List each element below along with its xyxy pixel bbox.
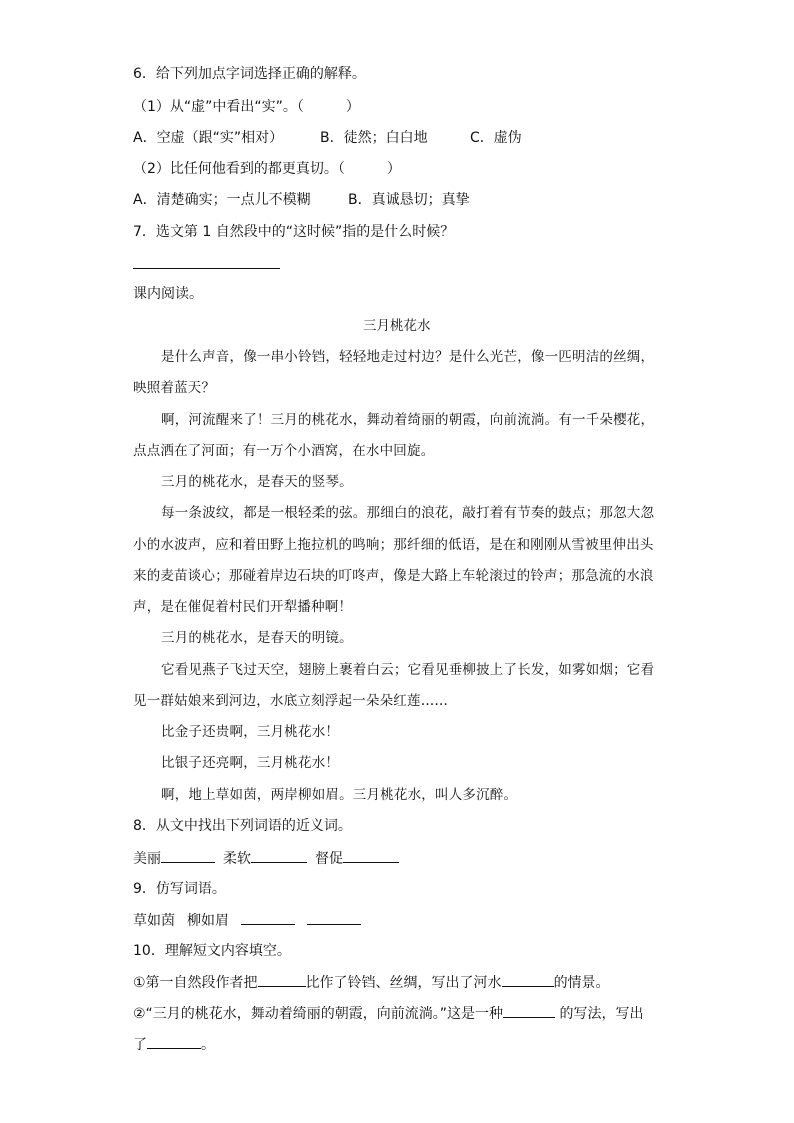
- q8-answers: [133, 848, 399, 869]
- q9-stem: 9．仿写词语。: [133, 881, 226, 897]
- q6-sub1-option-b: B．徒然；白白地: [320, 130, 428, 146]
- q6-sub2-option-b: B．真诚恳切；真挚: [348, 192, 470, 208]
- q10-item1-text: 的情景。: [553, 975, 610, 991]
- passage-line: 点点洒在了河面；有一万个小酒窝，在水中回旋。: [133, 443, 435, 459]
- q10-stem: 10．理解短文内容填空。: [133, 943, 291, 959]
- q10-item2-text: 了: [133, 1037, 147, 1053]
- q10-item2-blank-1[interactable]: [503, 1003, 555, 1018]
- passage-line: 小的水波声，应和着田野上拖拉机的鸣响；那纤细的低语，是在和刚刚从雪被里伸出头: [133, 537, 654, 553]
- q9-answers: [133, 910, 361, 931]
- q10-item-2-cont: [133, 1034, 215, 1055]
- q10-item2-blank-2[interactable]: [147, 1034, 201, 1049]
- q10-item-1: [133, 972, 610, 993]
- passage-line: 啊，河流醒来了！三月的桃花水，舞动着绮丽的朝霞，向前流淌。有一千朵樱花，: [161, 412, 655, 428]
- q6-sub2-option-a: A．清楚确实；一点儿不模糊: [133, 192, 311, 208]
- q9-blank-1[interactable]: [241, 910, 295, 925]
- q10-item2-text: 。: [201, 1037, 215, 1053]
- passage-line: 三月的桃花水，是春天的竖琴。: [161, 474, 353, 490]
- q10-item2-text: 的写法，写出: [555, 1006, 644, 1022]
- q9-word: 柳如眉: [187, 913, 229, 929]
- q10-item1-text: ①第一自然段作者把: [133, 975, 258, 991]
- passage-line: 它看见燕子飞过天空，翅膀上裹着白云；它看见垂柳披上了长发，如雾如烟；它看: [161, 662, 655, 678]
- passage-line: 见一群姑娘来到河边，水底立刻浮起一朵朵红莲……: [133, 693, 449, 709]
- q8-blank-1[interactable]: [161, 848, 215, 863]
- passage-line: 比银子还亮啊，三月桃花水！: [161, 755, 340, 771]
- q8-blank-3[interactable]: [343, 848, 399, 863]
- q6-sub1-option-c: C．虚伪: [470, 130, 522, 146]
- q8-blank-2[interactable]: [251, 848, 307, 863]
- passage-line: 声，是在催促着村民们开犁播种啊！: [133, 599, 353, 615]
- q6-sub1-option-a: A．空虚（跟“实”相对）: [133, 130, 284, 146]
- q10-item1-blank-2[interactable]: [502, 972, 554, 987]
- q8-word: 美丽: [133, 851, 161, 867]
- q6-sub1: （1）从“虚”中看出“实”。（ ）: [133, 99, 360, 115]
- q7-answer-line[interactable]: [133, 268, 280, 269]
- q9-word: 草如茵: [133, 913, 175, 929]
- q10-item1-blank-1[interactable]: [258, 972, 306, 987]
- passage-line: 映照着蓝天？: [133, 380, 216, 396]
- passage-line: 来的麦苗谈心；那碰着岸边石块的叮咚声，像是大路上车轮滚过的铃声；那急流的水浪: [133, 568, 654, 584]
- section-label: 课内阅读。: [133, 286, 203, 302]
- q8-word: 柔软: [223, 851, 251, 867]
- passage-title: 三月桃花水: [363, 318, 431, 334]
- q10-item1-text: 比作了铃铛、丝绸，写出了河水: [305, 975, 502, 991]
- q6-sub2: （2）比任何他看到的都更真切。（ ）: [133, 161, 401, 177]
- passage-line: 是什么声音，像一串小铃铛，轻轻地走过村边？是什么光芒，像一匹明洁的丝绸，: [161, 349, 655, 365]
- q7-stem: 7．选文第 1 自然段中的“这时候”指的是什么时候？: [133, 224, 455, 240]
- q8-stem: 8．从文中找出下列词语的近义词。: [133, 818, 352, 834]
- q9-blank-2[interactable]: [307, 910, 361, 925]
- passage-line: 三月的桃花水，是春天的明镜。: [161, 630, 353, 646]
- q8-word: 督促: [315, 851, 343, 867]
- q10-item2-text: ②“三月的桃花水，舞动着绮丽的朝霞，向前流淌。”这是一种: [133, 1006, 504, 1022]
- passage-line: 啊，地上草如茵，两岸柳如眉。三月桃花水，叫人多沉醉。: [161, 787, 518, 803]
- q10-item-2: [133, 1003, 644, 1024]
- q6-stem: 6．给下列加点字词选择正确的解释。: [133, 66, 366, 82]
- passage-line: 比金子还贵啊，三月桃花水！: [161, 724, 340, 740]
- passage-line: 每一条波纹，都是一根轻柔的弦。那细白的浪花，敲打着有节奏的鼓点；那忽大忽: [161, 505, 655, 521]
